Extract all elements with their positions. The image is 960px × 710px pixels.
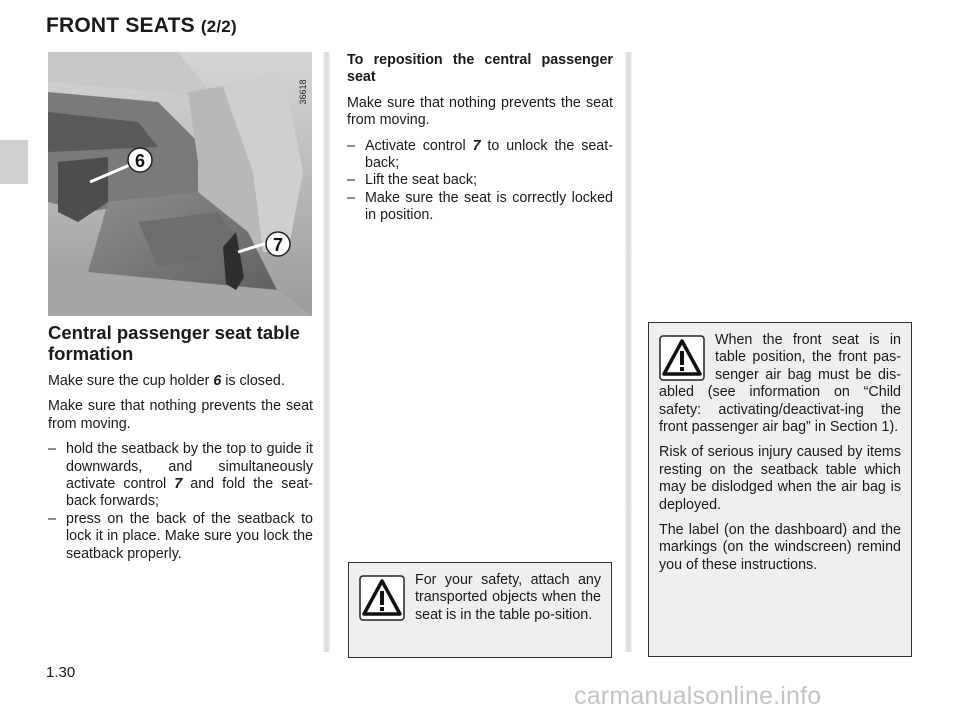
callout-6: 6 (134, 151, 146, 171)
left-column (48, 322, 313, 563)
callout-7: 7 (272, 235, 284, 255)
column-divider (323, 52, 330, 652)
page-number: 1.30 (46, 664, 76, 681)
paragraph: Make sure that nothing prevents the seat from moving. (347, 94, 613, 129)
paragraph: Make sure the cup holder 6 is closed. (48, 373, 285, 389)
warning-text: When the front seat is in table position, the front pas-senger air bag must be dis-abled (see information on “Child safety: activating/deactivat-ing the front passenger air bag” in Section 1). (659, 332, 901, 436)
step-item: – Lift the seat back; (347, 172, 613, 189)
step-list (347, 138, 613, 225)
warning-text: For your safety, attach any transported objects when the seat is in the table po-sition. (415, 572, 601, 623)
middle-column (347, 52, 613, 225)
paragraph: Make sure that nothing prevents the seat from moving. (48, 398, 313, 432)
step-item: – press on the back of the seatback to lock it in place. Make sure you lock the seatback properly. (48, 511, 313, 563)
warning-box (348, 562, 612, 658)
seat-photo (48, 52, 312, 316)
warning-triangle-icon (359, 575, 405, 621)
section-tab (0, 140, 28, 184)
page-title-part: (2/2) (200, 17, 237, 36)
step-item: – Activate control 7 to unlock the seat-back; (347, 138, 613, 173)
reference-number: 6 (213, 373, 222, 389)
sub-heading: To reposition the central passenger seat (347, 52, 613, 86)
step-item: – hold the seatback by the top to guide it downwards, and simultaneously activate control 7 and fold the seat-back forwards; (48, 441, 313, 511)
warning-text: Risk of serious injury caused by items resting on the seatback table which may be dislodged when the air bag is deployed. (659, 444, 901, 513)
warning-box (648, 322, 912, 657)
reference-number: 7 (174, 476, 183, 493)
step-item: – Make sure the seat is correctly locked in position. (347, 190, 613, 225)
watermark: carmanualsonline.info (574, 682, 822, 710)
step-list (48, 441, 313, 563)
warning-text: The label (on the dashboard) and the markings (on the windscreen) remind you of these instructions. (659, 522, 901, 573)
figure-ref-number: 36618 (298, 79, 308, 105)
section-heading: Central passenger seat table formation (48, 322, 300, 364)
page-title: FRONT SEATS (2/2) (46, 14, 237, 37)
warning-triangle-icon (659, 335, 705, 381)
reference-number: 7 (472, 137, 481, 154)
column-divider (625, 52, 632, 652)
